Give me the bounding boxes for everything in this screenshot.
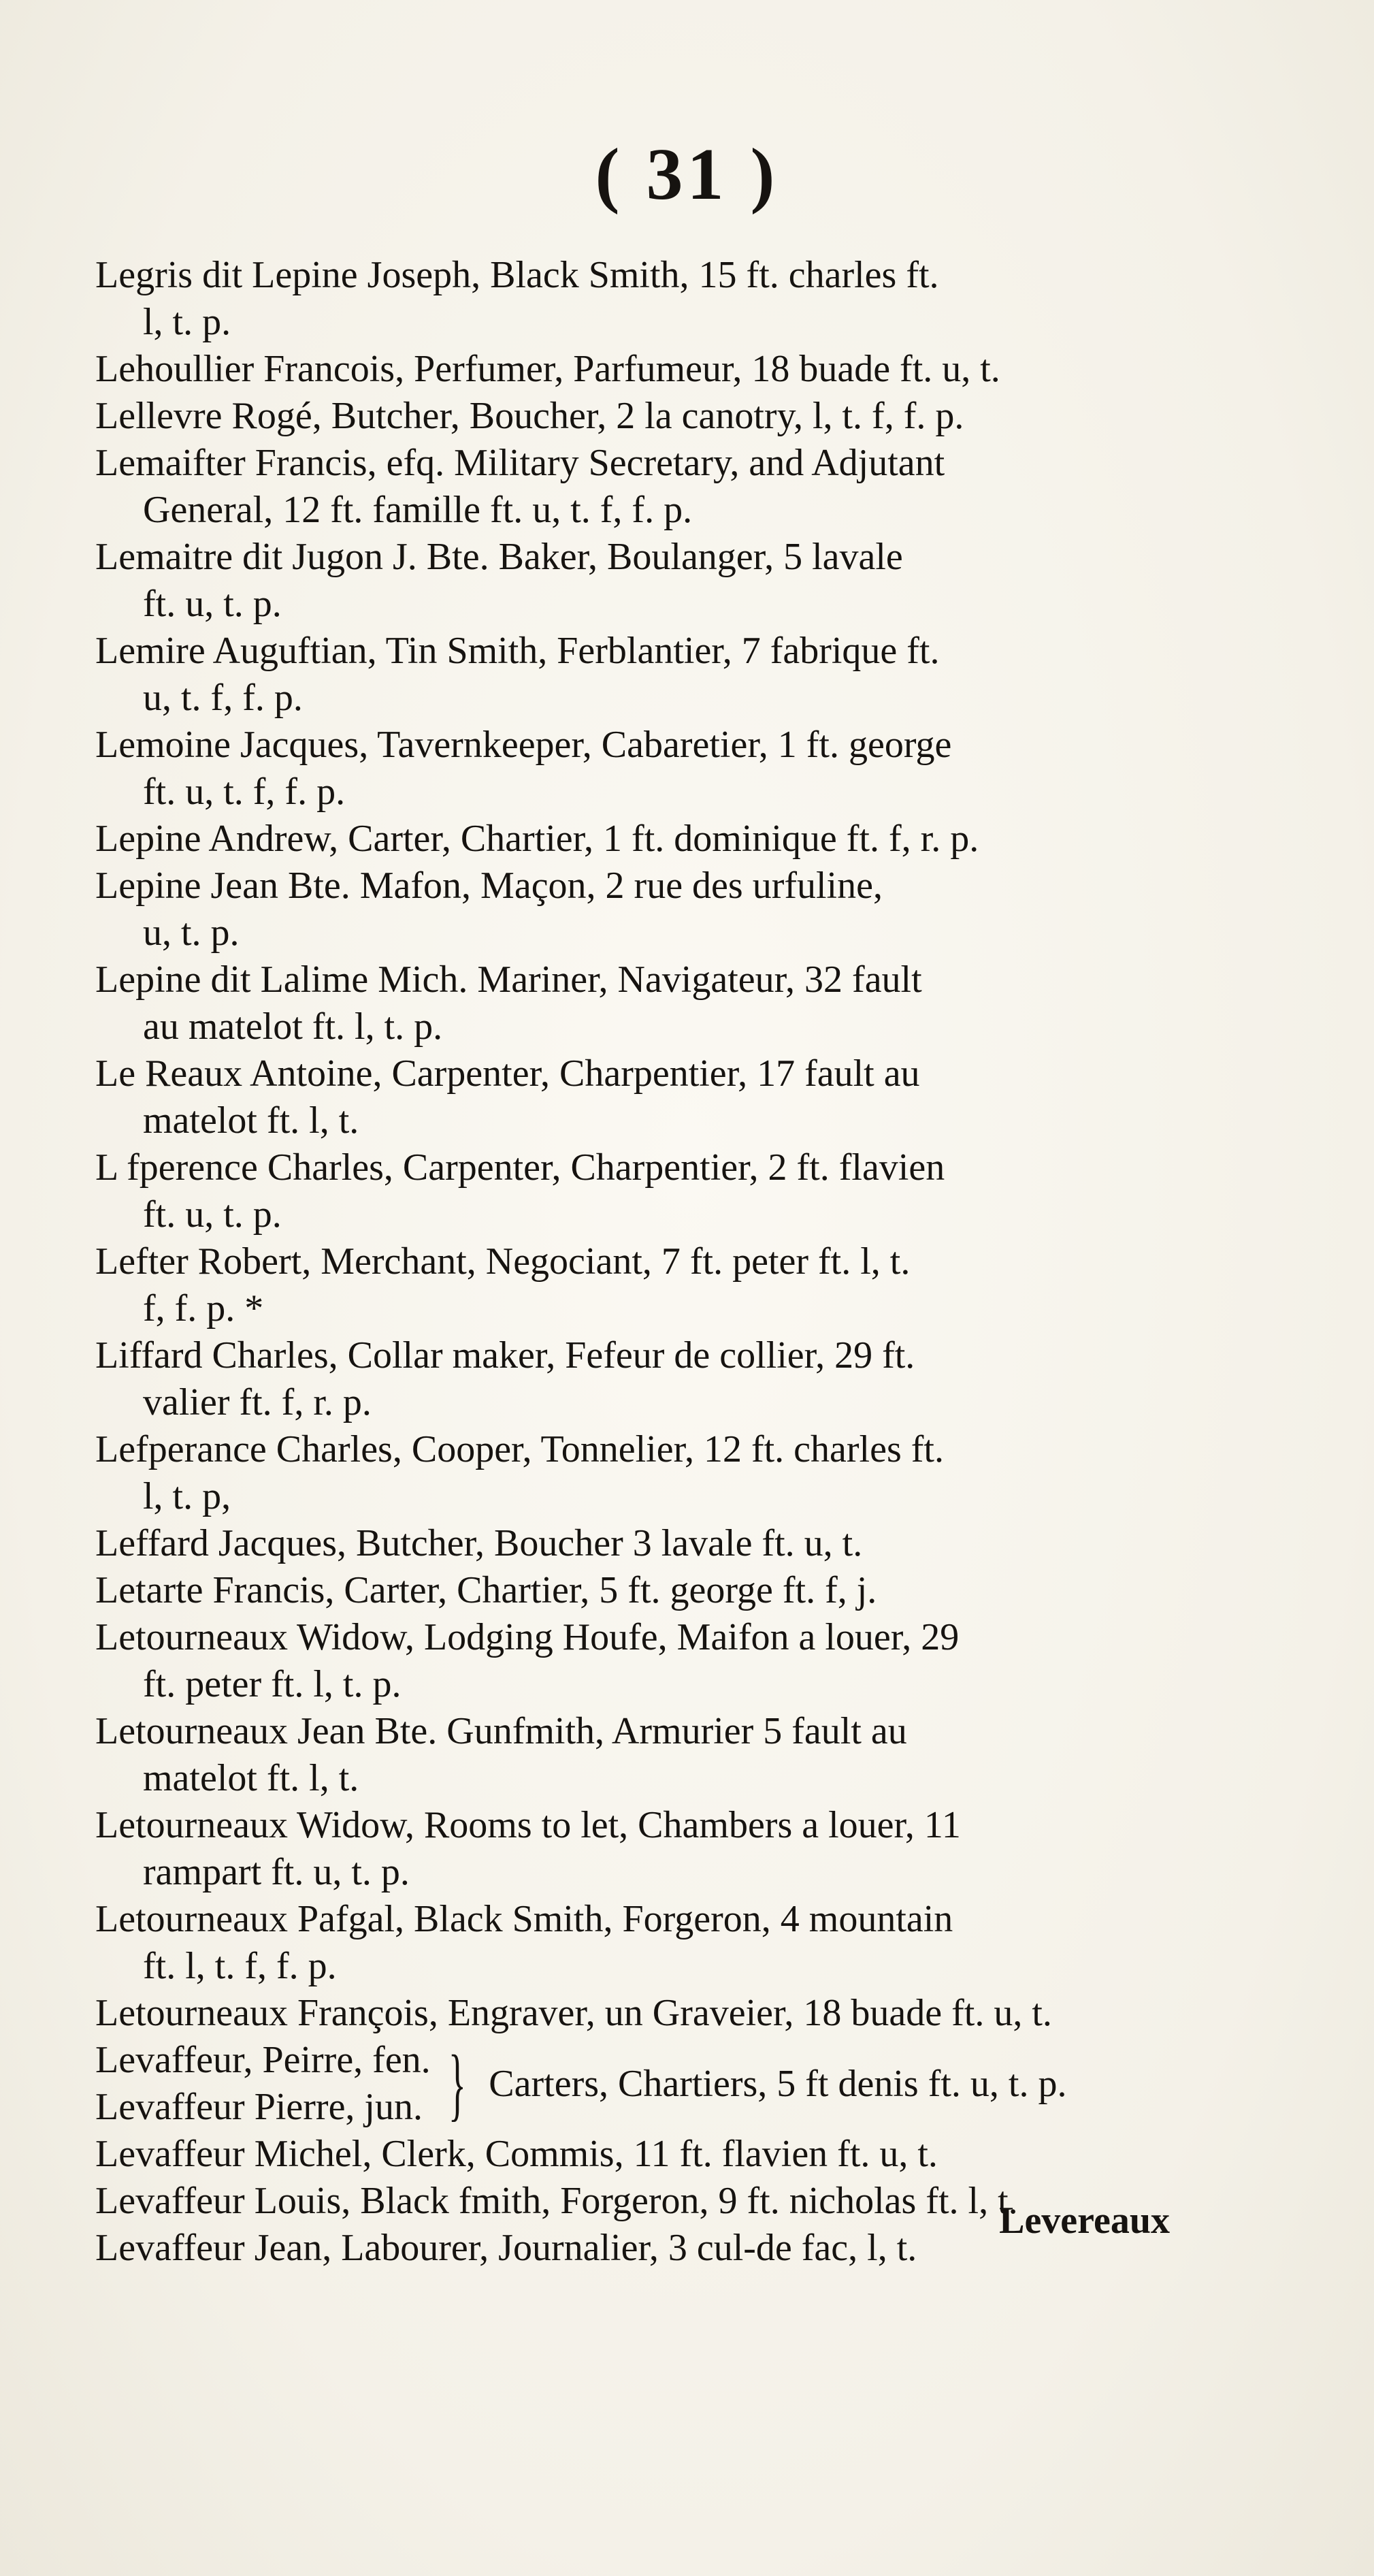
bracket-text: Carters, Chartiers, 5 ft denis ft. u, t. p.: [489, 2062, 1067, 2105]
entry-line: Le Reaux Antoine, Carpenter, Charpentier, 17 fault au: [95, 1052, 920, 1095]
entry-continuation: rampart ft. u, t. p.: [143, 1851, 410, 1893]
entry-line: Letourneaux Pafgal, Black Smith, Forgeron, 4 mountain: [95, 1898, 953, 1940]
list-item: [95, 1332, 1171, 1426]
entry-continuation: f, f. p. *: [143, 1287, 264, 1330]
entry-line: Lepine Andrew, Carter, Chartier, 1 ft. dominique ft. f, r. p.: [95, 818, 979, 860]
list-item: [95, 1896, 1171, 1990]
entry-continuation: matelot ft. l, t.: [143, 1099, 359, 1142]
entry-continuation: ft. u, t. f, f. p.: [143, 771, 346, 813]
entry-continuation: ft. l, t. f, f. p.: [143, 1945, 337, 1987]
page-number: ( 31 ): [595, 134, 779, 215]
list-item: [95, 1708, 1171, 1802]
entry-line: L fperence Charles, Carpenter, Charpentier, 2 ft. flavien: [95, 1146, 945, 1189]
entry-line: Lepine Jean Bte. Mafon, Maçon, 2 rue des urfuline,: [95, 865, 883, 907]
list-item: [95, 393, 1171, 440]
directory-entries: [95, 252, 1171, 2272]
entry-continuation: ft. u, t. p.: [143, 1193, 282, 1236]
entry-line: Leffard Jacques, Butcher, Boucher 3 lavale ft. u, t.: [95, 1522, 863, 1564]
entry-line: Lemaifter Francis, efq. Military Secretary, and Adjutant: [95, 442, 945, 484]
bracket-names: [95, 2037, 431, 2131]
list-item: [95, 1802, 1171, 1896]
entry-continuation: l, t. p.: [143, 301, 231, 343]
list-item: [95, 1050, 1171, 1144]
entry-line: Lefter Robert, Merchant, Negociant, 7 ft. peter ft. l, t.: [95, 1240, 911, 1283]
bracket-name: Levaffeur Pierre, jun.: [95, 2086, 423, 2128]
list-item: [95, 956, 1171, 1050]
list-item: [95, 1567, 1171, 1614]
entry-line: Letourneaux Widow, Lodging Houfe, Maifon a louer, 29: [95, 1616, 960, 1658]
entry-line: Levaffeur Michel, Clerk, Commis, 11 ft. flavien ft. u, t.: [95, 2133, 938, 2175]
bracketed-entry: [95, 2037, 1171, 2131]
entry-line: Levaffeur Louis, Black fmith, Forgeron, 9 ft. nicholas ft. l, t.: [95, 2180, 1018, 2222]
entry-continuation: valier ft. f, r. p.: [143, 1381, 372, 1423]
entry-line: Levaffeur Jean, Labourer, Journalier, 3 cul-de fac, l, t.: [95, 2227, 917, 2269]
list-item: [95, 534, 1171, 628]
entry-line: Letourneaux François, Engraver, un Graveier, 18 buade ft. u, t.: [95, 1992, 1052, 2034]
list-item: [95, 1426, 1171, 1520]
entry-continuation: matelot ft. l, t.: [143, 1757, 359, 1799]
list-item: [95, 1990, 1171, 2037]
entry-line: Legris dit Lepine Joseph, Black Smith, 15 ft. charles ft.: [95, 254, 939, 296]
list-item: [95, 1238, 1171, 1332]
entry-line: Letourneaux Jean Bte. Gunfmith, Armurier 5 fault au: [95, 1710, 907, 1752]
entry-line: Lemoine Jacques, Tavernkeeper, Cabaretier, 1 ft. george: [95, 724, 952, 766]
entry-continuation: ft. peter ft. l, t. p.: [143, 1663, 402, 1705]
list-item: [95, 1144, 1171, 1238]
entry-continuation: ft. u, t. p.: [143, 583, 282, 625]
list-item: [95, 628, 1171, 722]
catchword: Levereaux: [999, 2200, 1170, 2242]
entry-continuation: au matelot ft. l, t. p.: [143, 1005, 443, 1048]
entry-line: Lepine dit Lalime Mich. Mariner, Navigateur, 32 fault: [95, 959, 922, 1001]
brace-mark: }: [448, 2038, 466, 2129]
entry-line: Liffard Charles, Collar maker, Fefeur de collier, 29 ft.: [95, 1334, 915, 1376]
list-item: [95, 722, 1171, 816]
entry-line: Letourneaux Widow, Rooms to let, Chambers a louer, 11: [95, 1804, 961, 1846]
entry-line: Lefperance Charles, Cooper, Tonnelier, 12 ft. charles ft.: [95, 1428, 944, 1470]
list-item: [95, 252, 1171, 346]
entry-continuation: l, t. p,: [143, 1475, 231, 1517]
list-item: [95, 816, 1171, 863]
entry-line: Lemire Auguftian, Tin Smith, Ferblantier, 7 fabrique ft.: [95, 630, 940, 672]
list-item: [95, 440, 1171, 534]
entry-continuation: u, t. f, f. p.: [143, 677, 303, 719]
entry-continuation: General, 12 ft. famille ft. u, t. f, f. p.: [143, 489, 693, 531]
list-item: [95, 1520, 1171, 1567]
list-item: [95, 1614, 1171, 1708]
entry-continuation: u, t. p.: [143, 912, 240, 954]
entry-line: Lemaitre dit Jugon J. Bte. Baker, Boulanger, 5 lavale: [95, 536, 903, 578]
list-item: [95, 346, 1171, 393]
list-item: [95, 2131, 1171, 2178]
entry-line: Lellevre Rogé, Butcher, Boucher, 2 la canotry, l, t. f, f. p.: [95, 395, 964, 437]
bracket-name: Levaffeur, Peirre, fen.: [95, 2039, 431, 2081]
list-item: [95, 863, 1171, 956]
entry-line: Lehoullier Francois, Perfumer, Parfumeur, 18 buade ft. u, t.: [95, 348, 1000, 390]
entry-line: Letarte Francis, Carter, Chartier, 5 ft. george ft. f, j.: [95, 1569, 877, 1611]
